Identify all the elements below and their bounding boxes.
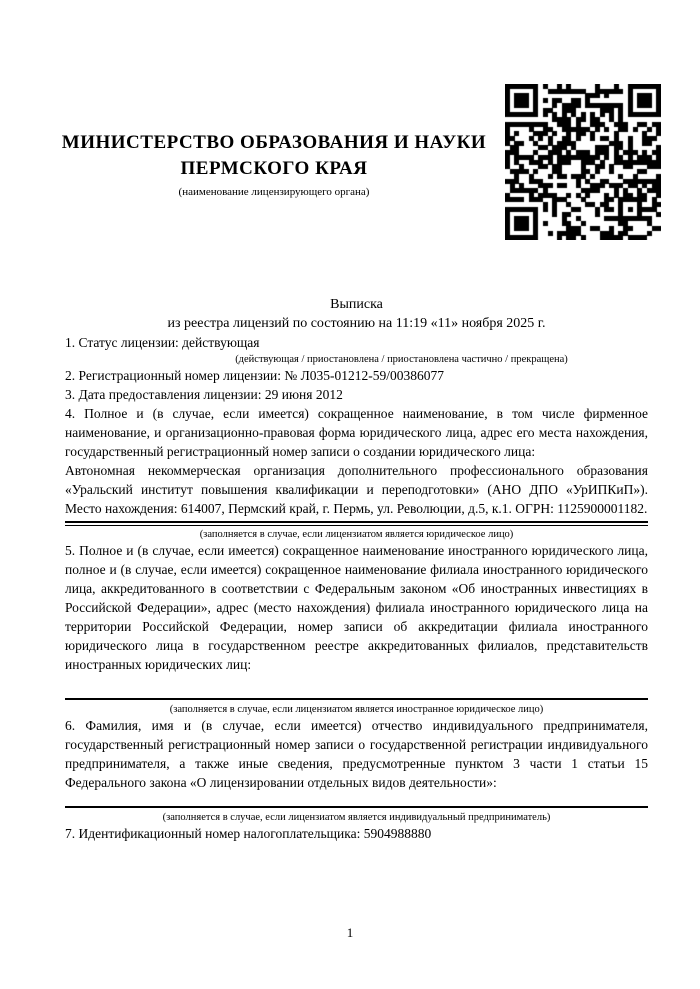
document-body: [0, 295, 700, 843]
item-2-registration-number: 2. Регистрационный номер лицензии: № Л035-01212-59/00386077: [65, 368, 445, 383]
item-1-caption: (действующая / приостановлена / приостановлена частично / прекращена): [235, 354, 568, 365]
item-6-fill-in-rule: [65, 806, 648, 808]
qr-code-image: [505, 84, 661, 240]
issuing-authority-line2: ПЕРМСКОГО КРАЯ: [180, 158, 368, 179]
page-number: 1: [346, 925, 354, 940]
document-header: [60, 0, 488, 199]
item-3-grant-date: 3. Дата предоставления лицензии: 29 июня 2012: [65, 387, 343, 402]
document-title-line2: из реестра лицензий по состоянию на 11:19 «11» ноября 2025 г.: [167, 316, 546, 331]
item-5-caption: (заполняется в случае, если лицензиатом является иностранное юридическое лицо): [169, 704, 544, 715]
item-6-entrepreneur-heading: 6. Фамилия, имя и (в случае, если имеется) отчество индивидуального предпринимателя, государственный регистрационный номер записи о государственной регистрации индивидуального предпринимателя, а также иные сведения, предусмотренные пунктом 3 части 1 статьи 15 Федерального закона «О лицензировании отдельных видов деятельности»:: [65, 718, 648, 790]
qr-code: [505, 84, 661, 240]
item-6-caption: (заполняется в случае, если лицензиатом является индивидуальный предприниматель): [162, 812, 551, 823]
item-4-legal-entity-value: Автономная некоммерческая организация дополнительного профессионального образования «Уральский институт повышения квалификации и переподготовки» (АНО ДПО «УрИПКиП»). Место нахождения: 614007, Пермский край, г. Пермь, ул. Революции, д.5, к.1. ОГРН: 1125900001182.: [65, 463, 648, 516]
item-5-fill-in-rule: [65, 698, 648, 700]
item-4-legal-entity-heading: 4. Полное и (в случае, если имеется) сокращенное наименование, в том числе фирменное наименование, и организационно-правовая форма юридического лица, адрес его места нахождения, государственный регистрационный номер записи о создании юридического лица:: [65, 406, 648, 459]
item-4-fill-in-rule: [65, 521, 648, 526]
document-title-line1: Выписка: [330, 297, 383, 312]
item-7-taxpayer-number: 7. Идентификационный номер налогоплательщика: 5904988880: [65, 826, 432, 841]
issuing-authority-line1: МИНИСТЕРСТВО ОБРАЗОВАНИЯ И НАУКИ: [61, 132, 487, 153]
item-4-caption: (заполняется в случае, если лицензиатом является юридическое лицо): [199, 529, 514, 540]
item-5-foreign-entity-heading: 5. Полное и (в случае, если имеется) сокращенное наименование иностранного юридического лица, полное и (в случае, если имеется) сокращенное наименование филиала иностранного юридического лица, аккредитованного в соответствии с Федеральным законом «Об иностранных инвестициях в Российской Федерации», адрес (место нахождения) филиала иностранного юридического лица на территории Российской Федерации, номер записи об аккредитации филиала иностранного юридического лица в государственном реестре аккредитованных филиалов, представительств иностранных юридических лиц:: [65, 543, 648, 672]
issuing-authority-caption: (наименование лицензирующего органа): [178, 186, 370, 198]
item-1-license-status: 1. Статус лицензии: действующая: [65, 335, 260, 350]
document-title: [65, 295, 648, 333]
